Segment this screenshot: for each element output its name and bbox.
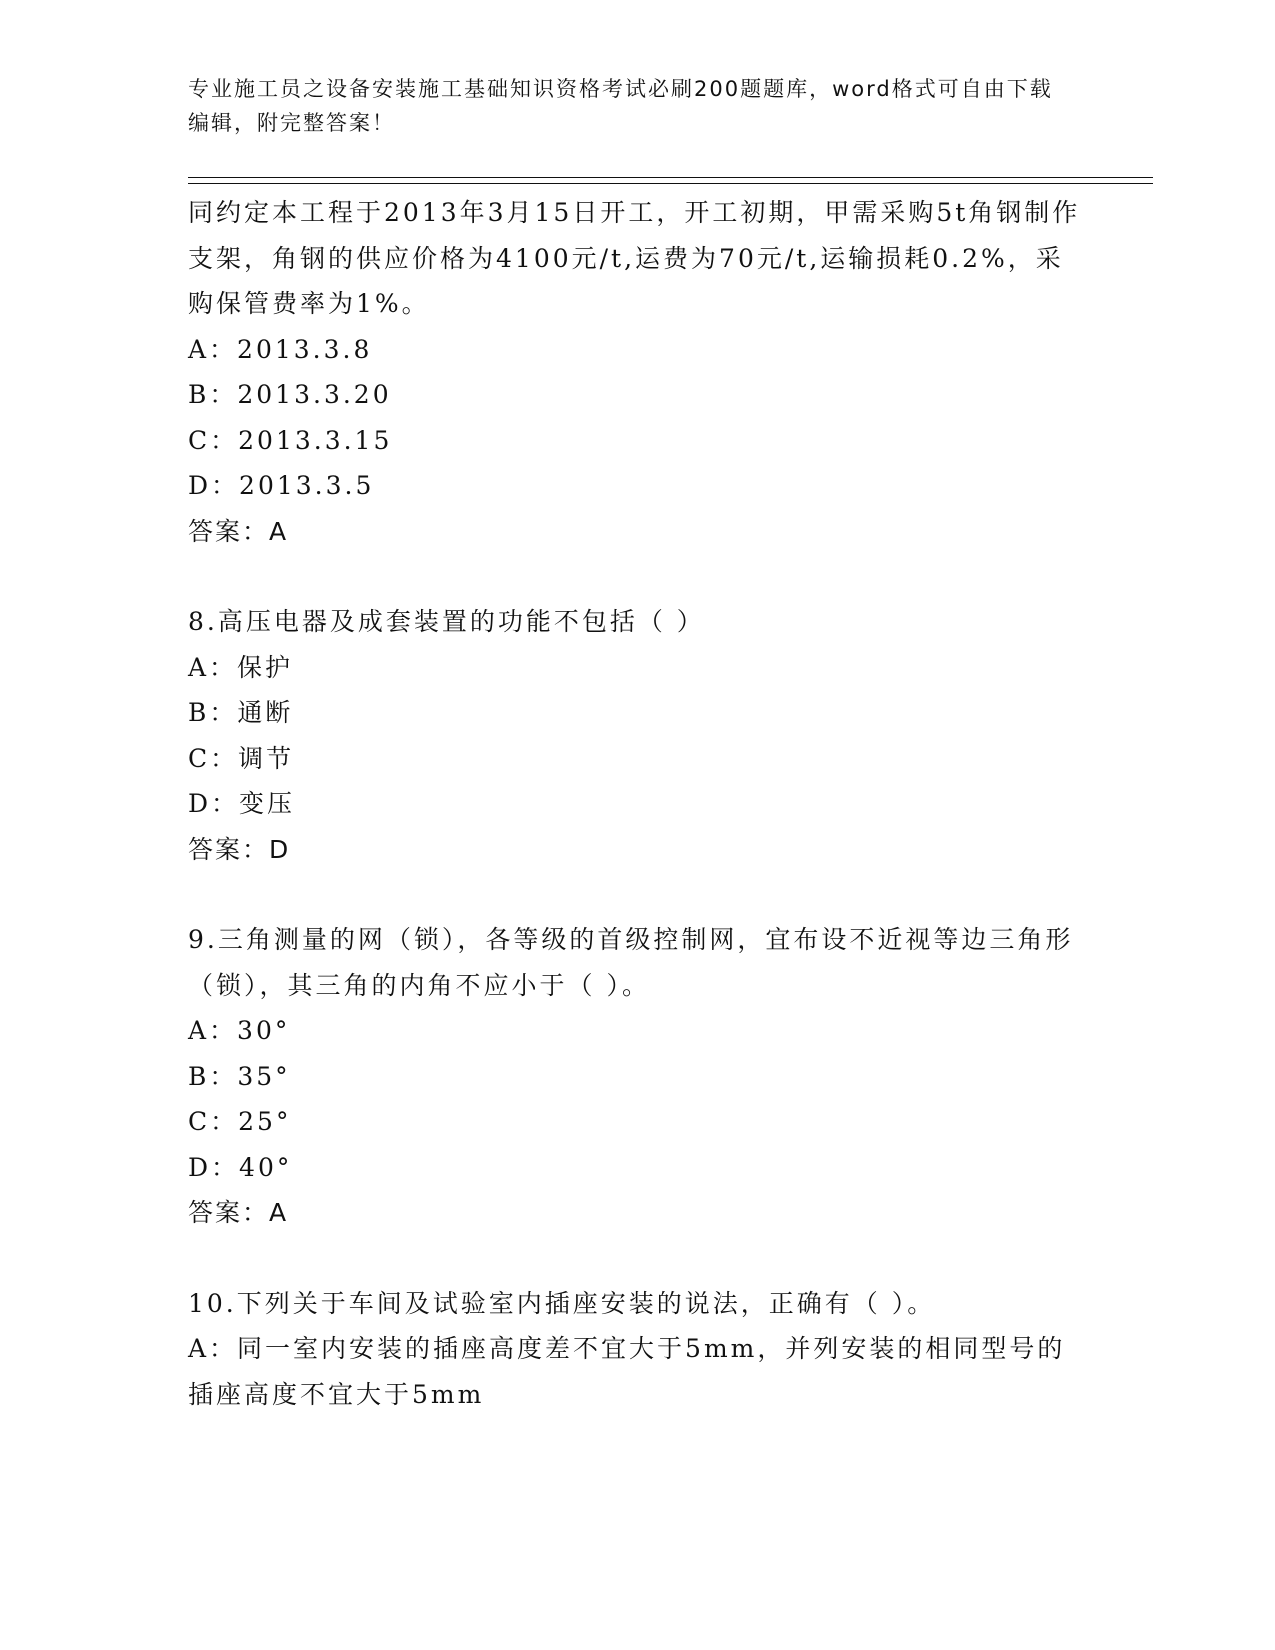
question-text: 8.高压电器及成套装置的功能不包括（ ） xyxy=(188,607,705,636)
answer-line: 答案：A xyxy=(188,516,289,546)
option-a: A：2013.3.8 xyxy=(188,334,373,364)
answer-line: 答案：A xyxy=(188,1198,289,1227)
header-divider-bottom xyxy=(188,183,1153,184)
document-header xyxy=(188,72,1068,140)
option-b: B：通断 xyxy=(188,698,294,727)
option-b: B：35° xyxy=(188,1061,291,1091)
option-a: A：保护 xyxy=(188,652,294,682)
spacer xyxy=(188,872,1088,917)
option-d: D：40° xyxy=(188,1152,293,1182)
question-list xyxy=(188,190,1088,1417)
spacer xyxy=(188,554,1088,599)
option-d: D：2013.3.5 xyxy=(188,471,375,500)
question-block xyxy=(188,1281,1088,1418)
question-block xyxy=(188,190,1088,554)
answer-line: 答案：D xyxy=(188,834,291,864)
question-block xyxy=(188,917,1088,1236)
question-text: 10.下列关于车间及试验室内插座安装的说法，正确有（ ）。 xyxy=(188,1288,936,1318)
header-title: 专业施工员之设备安装施工基础知识资格考试必刷200题题库，word格式可自由下载编辑，附完整答案！ xyxy=(188,77,1053,135)
header-divider-top xyxy=(188,177,1153,178)
option-a: A：30° xyxy=(188,1016,291,1045)
option-c: C：25° xyxy=(188,1107,292,1136)
option-c: C：调节 xyxy=(188,743,295,773)
option-c: C：2013.3.15 xyxy=(188,425,393,455)
option-a: A：同一室内安装的插座高度差不宜大于5mm，并列安装的相同型号的插座高度不宜大于5mm xyxy=(188,1334,1066,1409)
question-block xyxy=(188,599,1088,872)
option-d: D：变压 xyxy=(188,789,296,818)
spacer xyxy=(188,1236,1088,1281)
question-text: 同约定本工程于2013年3月15日开工，开工初期，甲需采购5t角钢制作支架，角钢的供应价格为4100元/t,运费为70元/t,运输损耗0.2%，采购保管费率为1%。 xyxy=(188,198,1081,318)
question-text: 9.三角测量的网（锁），各等级的首级控制网，宜布设不近视等边三角形（锁），其三角的内角不应小于（ ）。 xyxy=(188,925,1074,1000)
option-b: B：2013.3.20 xyxy=(188,380,392,409)
